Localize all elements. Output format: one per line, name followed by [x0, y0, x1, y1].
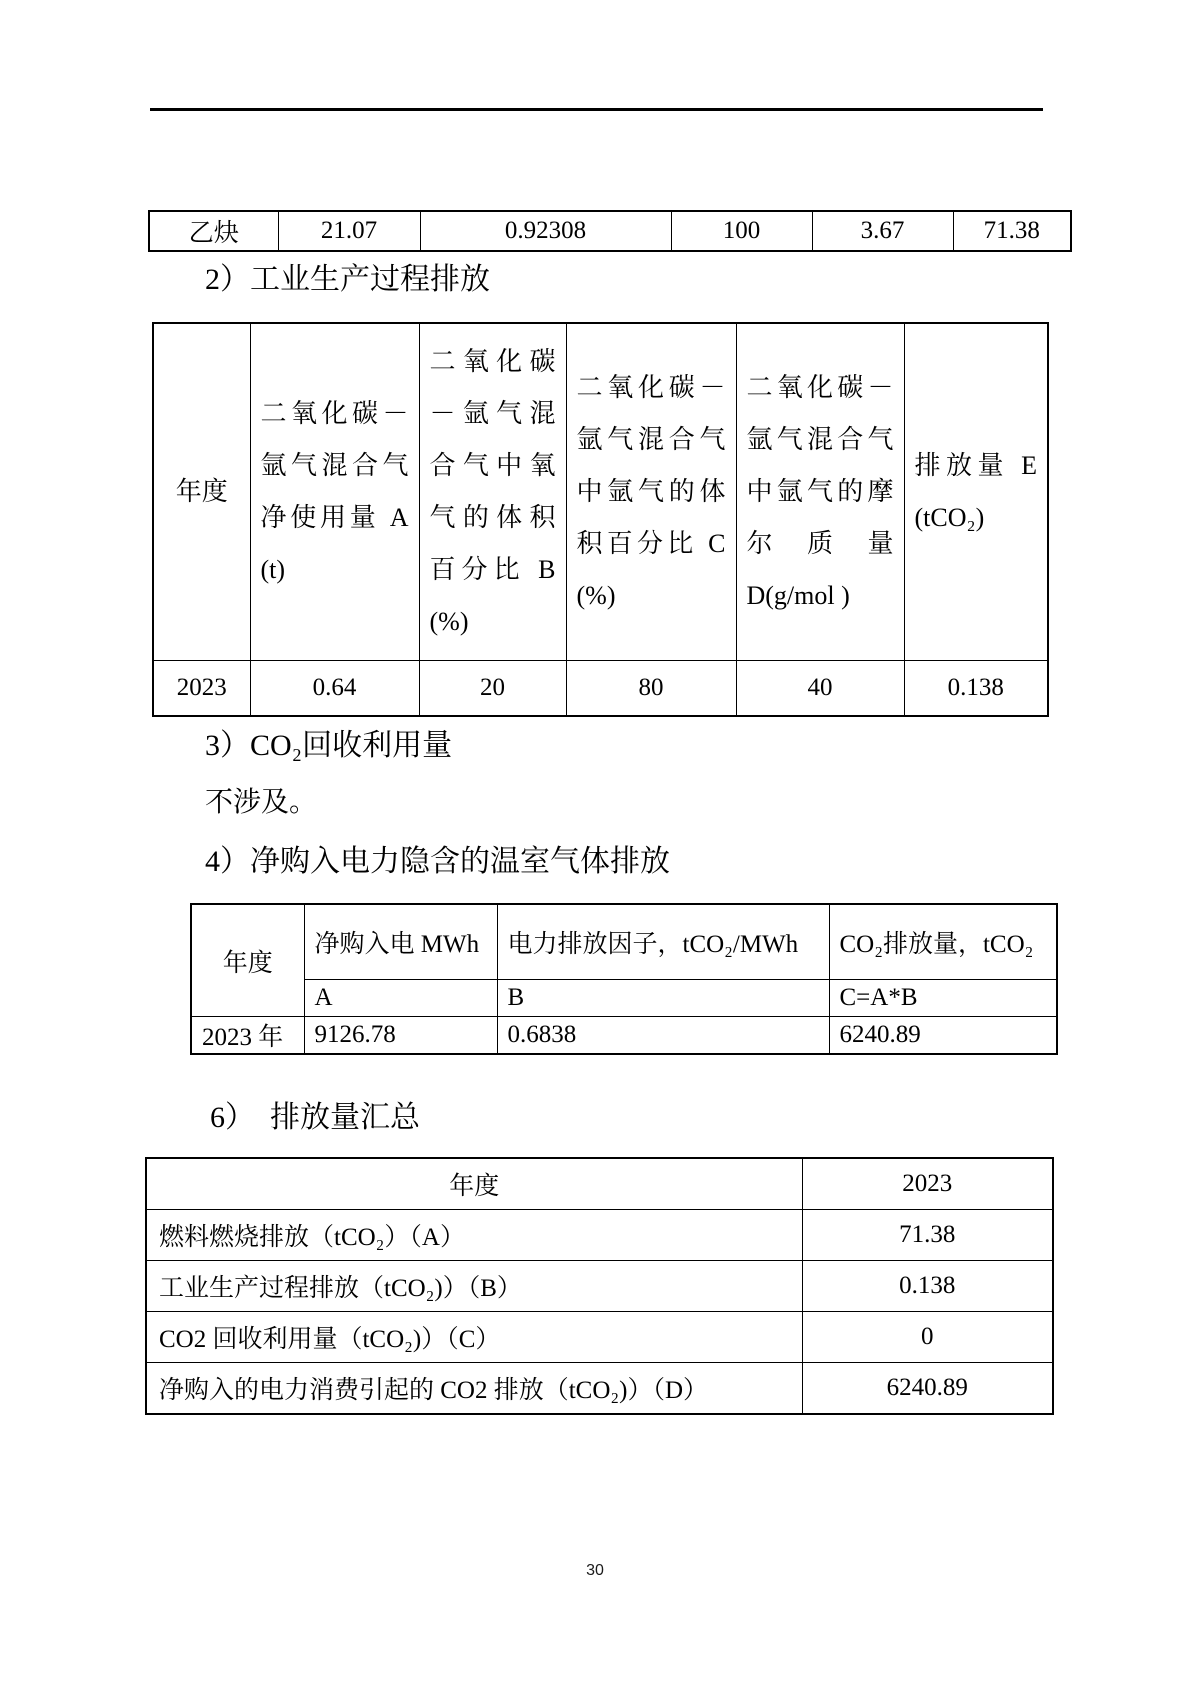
section-heading-industrial-process: 2）工业生产过程排放 — [205, 263, 490, 296]
net-usage-cell: 0.64 — [250, 661, 419, 717]
process-emissions-table — [152, 322, 1049, 717]
molar-mass-cell: 40 — [736, 661, 904, 717]
fuel-table — [148, 210, 1072, 252]
column-header-year: 年度 — [146, 1158, 802, 1210]
formula-cell-B: B — [497, 980, 829, 1017]
column-header-oxygen-percent-B: 二氧化碳－氩气混合气中氧气的体积百分比 B (%) — [419, 323, 566, 661]
section-heading-purchased-electricity: 4）净购入电力隐含的温室气体排放 — [205, 845, 670, 878]
column-header-year: 年度 — [191, 904, 304, 1017]
summary-row-electricity — [146, 1363, 1053, 1415]
co2-emission-cell: 6240.89 — [829, 1017, 1057, 1055]
fuel-table-row — [149, 211, 1071, 251]
argon-percent-cell: 80 — [566, 661, 736, 717]
emission-factor-cell: 0.6838 — [497, 1017, 829, 1055]
column-header-co2-emission: CO₂排放量，tCO₂ — [829, 904, 1057, 980]
column-header-year: 年度 — [153, 323, 250, 661]
column-header-emission-E: 排放量 E (tCO₂) — [904, 323, 1048, 661]
year-cell: 2023 年 — [191, 1017, 304, 1055]
emission-cell: 0.138 — [904, 661, 1048, 717]
page-number: 30 — [586, 1562, 604, 1579]
electricity-data-row — [191, 1017, 1057, 1055]
formula-cell-C: C=A*B — [829, 980, 1057, 1017]
process-table-data-row — [153, 661, 1048, 717]
summary-label: 工业生产过程排放（tCO₂)）（B） — [146, 1261, 802, 1312]
fuel-value-cell: 100 — [671, 211, 812, 251]
summary-label: 燃料燃烧排放（tCO₂）（A） — [146, 1210, 802, 1261]
summary-header-row — [146, 1158, 1053, 1210]
summary-label: 净购入的电力消费引起的 CO2 排放（tCO₂)）（D） — [146, 1363, 802, 1415]
summary-row-recovery — [146, 1312, 1053, 1363]
electricity-formula-row — [191, 980, 1057, 1017]
fuel-value-cell: 0.92308 — [420, 211, 671, 251]
process-table-header-row — [153, 323, 1048, 661]
summary-value: 0.138 — [802, 1261, 1053, 1312]
formula-cell-A: A — [304, 980, 497, 1017]
summary-value: 6240.89 — [802, 1363, 1053, 1415]
summary-value: 0 — [802, 1312, 1053, 1363]
section-heading-co2-recovery: 3）CO₂回收利用量 — [205, 729, 453, 762]
column-header-emission-factor: 电力排放因子，tCO₂/MWh — [497, 904, 829, 980]
column-header-molar-mass-D: 二氧化碳－氩气混合气中氩气的摩尔质量 D(g/mol ) — [736, 323, 904, 661]
electricity-header-row — [191, 904, 1057, 980]
summary-label: CO2 回收利用量（tCO₂)）（C） — [146, 1312, 802, 1363]
fuel-value-cell: 21.07 — [278, 211, 420, 251]
column-header-2023: 2023 — [802, 1158, 1053, 1210]
fuel-value-cell: 3.67 — [812, 211, 953, 251]
column-header-net-purchased: 净购入电 MWh — [304, 904, 497, 980]
year-cell: 2023 — [153, 661, 250, 717]
summary-row-fuel — [146, 1210, 1053, 1261]
summary-table — [145, 1157, 1054, 1415]
co2-recovery-body: 不涉及。 — [205, 787, 318, 818]
summary-value: 71.38 — [802, 1210, 1053, 1261]
column-header-net-usage-A: 二氧化碳－氩气混合气净使用量 A (t) — [250, 323, 419, 661]
section-heading-emissions-summary: 6） 排放量汇总 — [210, 1101, 420, 1134]
summary-row-process — [146, 1261, 1053, 1312]
oxygen-percent-cell: 20 — [419, 661, 566, 717]
column-header-argon-percent-C: 二氧化碳－氩气混合气中氩气的体积百分比 C (%) — [566, 323, 736, 661]
fuel-value-cell: 71.38 — [953, 211, 1071, 251]
fuel-name-cell: 乙炔 — [149, 211, 278, 251]
electricity-table — [190, 903, 1058, 1055]
header-rule — [150, 108, 1043, 111]
net-purchased-cell: 9126.78 — [304, 1017, 497, 1055]
